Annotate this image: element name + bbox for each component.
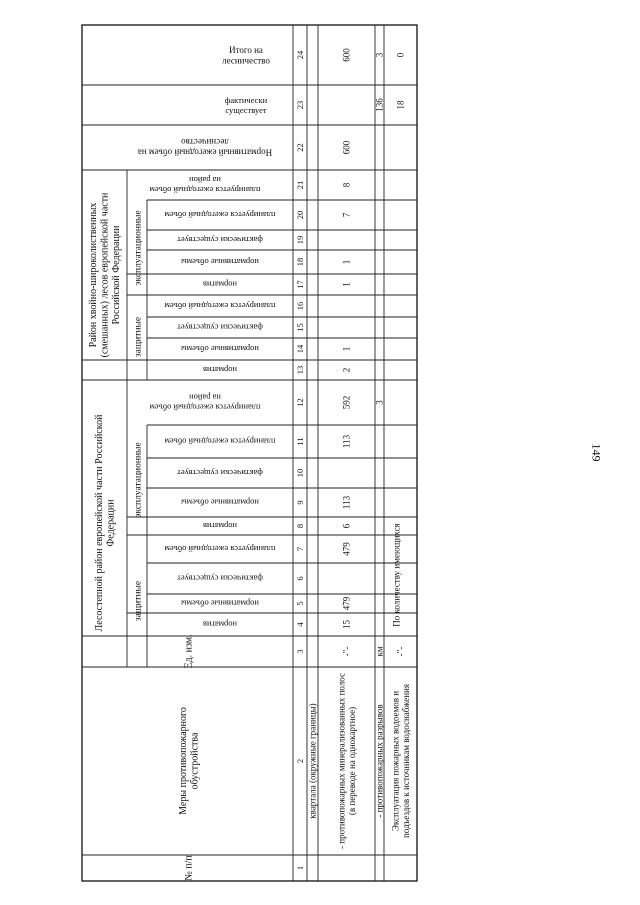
row-2-col-9-group bbox=[342, 495, 352, 509]
subheader-col-7-group bbox=[164, 544, 276, 554]
header-measure-group bbox=[178, 707, 201, 815]
subheader-col-19: фактически существует bbox=[177, 235, 263, 246]
row-2-col-20: 7 bbox=[341, 212, 352, 218]
column-number-19: 19 bbox=[294, 235, 305, 245]
subheader-col-24: Итого на bbox=[229, 44, 263, 55]
subheader-col-18: нормативные объемы bbox=[181, 257, 259, 268]
column-number-16-group bbox=[295, 302, 305, 311]
row-3-col-24-group bbox=[375, 52, 385, 57]
subheader-col-22: лесничество bbox=[181, 137, 229, 148]
subheader-col-11-group bbox=[164, 437, 276, 447]
subheader-col-7: планируется ежегодный объем bbox=[164, 544, 276, 555]
column-number-12-group bbox=[295, 398, 305, 407]
row-4-unit: -"- bbox=[395, 646, 406, 657]
header-region-1: Лесостепной район европейской части Российской bbox=[93, 414, 105, 632]
row-2-col-8: 6 bbox=[341, 523, 352, 529]
row-3-col-12: 3 bbox=[374, 400, 385, 405]
subheader-col-11: планируется ежегодный объем bbox=[164, 436, 276, 447]
subheader-col-17: норматив bbox=[202, 279, 238, 290]
subheader-col-20-group bbox=[164, 210, 276, 220]
subheader-col-10-group bbox=[177, 468, 263, 478]
subheader-col-4-group bbox=[203, 620, 237, 630]
column-number-24: 24 bbox=[294, 50, 305, 60]
header-operational-2-group bbox=[133, 210, 143, 285]
subheader-col-6: фактически существует bbox=[177, 573, 263, 584]
row-4-col-24: 0 bbox=[395, 52, 406, 58]
row-2-col-13-group bbox=[342, 368, 352, 373]
row-2-measure: (в переводе на однокартное) bbox=[346, 706, 357, 816]
row-2-col-5-group bbox=[342, 596, 352, 610]
subheader-col-16-group bbox=[164, 301, 276, 311]
column-number-1: 1 bbox=[294, 865, 305, 871]
header-protective: защитные bbox=[133, 580, 144, 622]
column-number-9-group bbox=[295, 500, 305, 504]
column-number-8-group bbox=[295, 524, 305, 528]
subheader-col-21-group bbox=[149, 175, 261, 195]
row-1-measure: квартала (окружные границы) bbox=[307, 703, 318, 819]
row-3-col-24: 3 bbox=[374, 52, 385, 58]
column-number-23: 23 bbox=[294, 100, 305, 110]
row-4-measure-group bbox=[390, 684, 410, 838]
column-number-13: 13 bbox=[294, 365, 305, 375]
header-region-1: Федерации bbox=[105, 499, 117, 547]
row-4-span-text: По количеству имеющихся bbox=[391, 523, 402, 627]
subheader-col-9: нормативные объемы bbox=[181, 497, 259, 508]
subheader-col-10: фактически существует bbox=[177, 468, 263, 479]
column-number-17-group bbox=[295, 280, 305, 289]
row-2-col-14: 1 bbox=[341, 346, 352, 352]
column-number-16: 16 bbox=[294, 301, 305, 311]
row-4-measure: подъездов к источникам водоснабжения bbox=[400, 684, 411, 838]
subheader-col-23-group bbox=[225, 95, 268, 115]
row-2-col-21: 8 bbox=[341, 182, 352, 188]
subheader-col-8-group bbox=[203, 521, 237, 531]
subheader-col-17-group bbox=[203, 280, 237, 290]
row-2-col-24: 600 bbox=[341, 48, 352, 62]
column-number-3: 3 bbox=[294, 649, 305, 654]
column-number-11: 11 bbox=[294, 437, 305, 446]
column-number-13-group bbox=[295, 366, 305, 375]
subheader-col-20: планируется ежегодный объем bbox=[164, 210, 276, 221]
row-3-unit-group bbox=[375, 646, 385, 656]
row-3-col-23-group bbox=[375, 98, 385, 112]
column-number-18: 18 bbox=[294, 257, 305, 267]
subheader-col-19-group bbox=[177, 235, 263, 245]
header-region-1-group bbox=[94, 414, 117, 632]
column-number-3-group bbox=[295, 649, 305, 653]
column-number-4-group bbox=[295, 622, 305, 627]
column-number-21: 21 bbox=[294, 180, 305, 190]
row-2-col-5: 479 bbox=[341, 596, 352, 611]
row-2-col-12: 592 bbox=[341, 395, 352, 410]
column-number-14: 14 bbox=[294, 344, 305, 354]
column-number-10-group bbox=[295, 469, 305, 478]
subheader-col-12: планируется ежегодный объем bbox=[149, 402, 261, 413]
row-2-col-8-group bbox=[342, 523, 352, 528]
header-measure: Меры противопожарного bbox=[177, 707, 189, 815]
page-number-text: 149 bbox=[589, 443, 604, 461]
subheader-col-14-group bbox=[181, 344, 259, 354]
row-2-col-22-group bbox=[342, 140, 352, 154]
row-2-col-4: 15 bbox=[341, 620, 352, 629]
header-number-group bbox=[184, 855, 195, 881]
row-2-col-14-group bbox=[342, 347, 352, 352]
row-2-col-7: 479 bbox=[341, 542, 352, 556]
subheader-col-13-group bbox=[203, 365, 237, 375]
column-number-17: 17 bbox=[294, 280, 305, 289]
subheader-col-9-group bbox=[181, 498, 259, 508]
column-number-8: 8 bbox=[294, 523, 305, 529]
row-2-col-4-group bbox=[342, 620, 352, 630]
subheader-col-23: существует bbox=[225, 104, 267, 115]
subheader-col-22: Нормативный ежегодный объем на bbox=[137, 147, 273, 158]
header-region-2-group bbox=[88, 192, 122, 357]
subheader-col-13: норматив bbox=[202, 365, 238, 376]
subheader-col-24: лесничество bbox=[222, 55, 270, 66]
column-number-21-group bbox=[295, 181, 305, 190]
header-unit: Ед. изм. bbox=[183, 634, 195, 669]
header-protective-group bbox=[133, 581, 143, 621]
row-4-unit-group bbox=[396, 647, 406, 657]
row-3-col-23: 136 bbox=[374, 98, 385, 112]
row-2-col-21-group bbox=[342, 182, 352, 187]
subheader-col-23: фактически bbox=[224, 95, 268, 106]
column-number-24-group bbox=[295, 50, 305, 59]
subheader-col-8: норматив bbox=[202, 521, 238, 532]
row-2-col-20-group bbox=[342, 212, 352, 217]
subheader-col-12-group bbox=[149, 393, 261, 413]
column-number-1-group bbox=[295, 866, 305, 870]
header-protective-2-group bbox=[133, 317, 143, 357]
column-number-22-group bbox=[295, 143, 305, 152]
column-number-2: 2 bbox=[294, 758, 305, 764]
column-number-5: 5 bbox=[294, 601, 305, 606]
row-2-col-11: 113 bbox=[341, 434, 352, 449]
column-number-14-group bbox=[295, 344, 305, 353]
column-number-2-group bbox=[295, 759, 305, 763]
row-2-col-11-group bbox=[342, 434, 352, 448]
row-2-col-18-group bbox=[342, 260, 352, 265]
row-1-measure-group bbox=[308, 703, 318, 818]
column-number-18-group bbox=[295, 258, 305, 267]
row-4-measure: Эксплуатация пожарных водоемов и bbox=[390, 690, 401, 832]
row-4-col-24-group bbox=[396, 52, 406, 57]
row-2-col-17-group bbox=[342, 282, 352, 287]
header-unit-group bbox=[184, 634, 195, 668]
row-3-measure-group bbox=[375, 704, 385, 817]
row-2-col-17: 1 bbox=[341, 282, 352, 287]
row-2-measure: - противопожарных минерализованных полос bbox=[336, 673, 347, 849]
header-measure: обустройства bbox=[189, 732, 201, 790]
subheader-col-5: нормативные объемы bbox=[181, 598, 259, 609]
column-number-11-group bbox=[295, 437, 305, 445]
column-number-20-group bbox=[295, 211, 305, 220]
subheader-col-21: на район bbox=[189, 175, 221, 186]
row-4-col-23: 18 bbox=[395, 100, 406, 110]
column-number-6: 6 bbox=[294, 576, 305, 581]
header-operational: эксплуатационные bbox=[133, 442, 144, 518]
subheader-col-24-group bbox=[222, 45, 270, 65]
row-2-col-7-group bbox=[342, 542, 352, 556]
row-3-measure: - противопожарных разрывов bbox=[374, 704, 385, 818]
column-number-15: 15 bbox=[294, 323, 305, 332]
row-4-col-23-group bbox=[396, 100, 406, 110]
column-number-7: 7 bbox=[294, 546, 305, 552]
header-region-2: (смешанных) лесов европейской части bbox=[99, 192, 111, 358]
row-2-unit-group bbox=[342, 647, 352, 657]
subheader-col-14: нормативные объемы bbox=[181, 344, 259, 355]
column-number-4: 4 bbox=[294, 622, 305, 627]
column-number-10: 10 bbox=[294, 468, 305, 478]
row-2-col-13: 2 bbox=[341, 367, 352, 373]
page-number bbox=[586, 438, 606, 466]
subheader-col-15: фактически существует bbox=[177, 322, 263, 333]
header-protective-2: защитные bbox=[133, 316, 144, 358]
header-operational-2: эксплуатационные bbox=[133, 210, 144, 286]
row-2-col-9: 113 bbox=[341, 495, 352, 510]
subheader-col-16: планируется ежегодный объем bbox=[164, 301, 276, 312]
subheader-col-18-group bbox=[181, 257, 259, 267]
header-number: № п/п bbox=[183, 855, 195, 881]
row-4-span-text-group bbox=[392, 523, 402, 627]
column-number-20: 20 bbox=[294, 210, 305, 220]
column-number-5-group bbox=[295, 601, 305, 605]
column-number-23-group bbox=[295, 101, 305, 110]
header-region-2: Российской Федерации bbox=[111, 225, 122, 325]
subheader-col-15-group bbox=[177, 323, 263, 333]
row-2-col-24-group bbox=[342, 48, 352, 62]
subheader-col-5-group bbox=[181, 599, 259, 609]
column-number-6-group bbox=[295, 576, 305, 580]
subheader-col-21: планируется ежегодный объем bbox=[149, 184, 261, 195]
column-number-22: 22 bbox=[294, 143, 305, 152]
row-3-unit: км bbox=[374, 646, 385, 657]
subheader-col-6-group bbox=[177, 574, 263, 584]
column-number-15-group bbox=[295, 323, 305, 332]
row-2-col-12-group bbox=[342, 396, 352, 410]
subheader-col-12: на район bbox=[189, 392, 221, 403]
subheader-col-4: норматив bbox=[202, 619, 238, 630]
column-number-19-group bbox=[295, 236, 305, 245]
header-operational-group bbox=[133, 442, 143, 517]
row-2-col-18: 1 bbox=[341, 259, 352, 265]
row-2-unit: -"- bbox=[341, 646, 352, 657]
column-number-9: 9 bbox=[294, 500, 305, 505]
row-2-col-22: 600 bbox=[341, 140, 352, 155]
column-number-12: 12 bbox=[294, 398, 305, 407]
column-number-7-group bbox=[295, 547, 305, 551]
row-3-col-12-group bbox=[375, 400, 385, 405]
subheader-col-22-group bbox=[138, 137, 272, 157]
header-region-2: Район хвойно-широколиственных bbox=[88, 202, 99, 348]
row-2-measure-group bbox=[336, 673, 356, 849]
